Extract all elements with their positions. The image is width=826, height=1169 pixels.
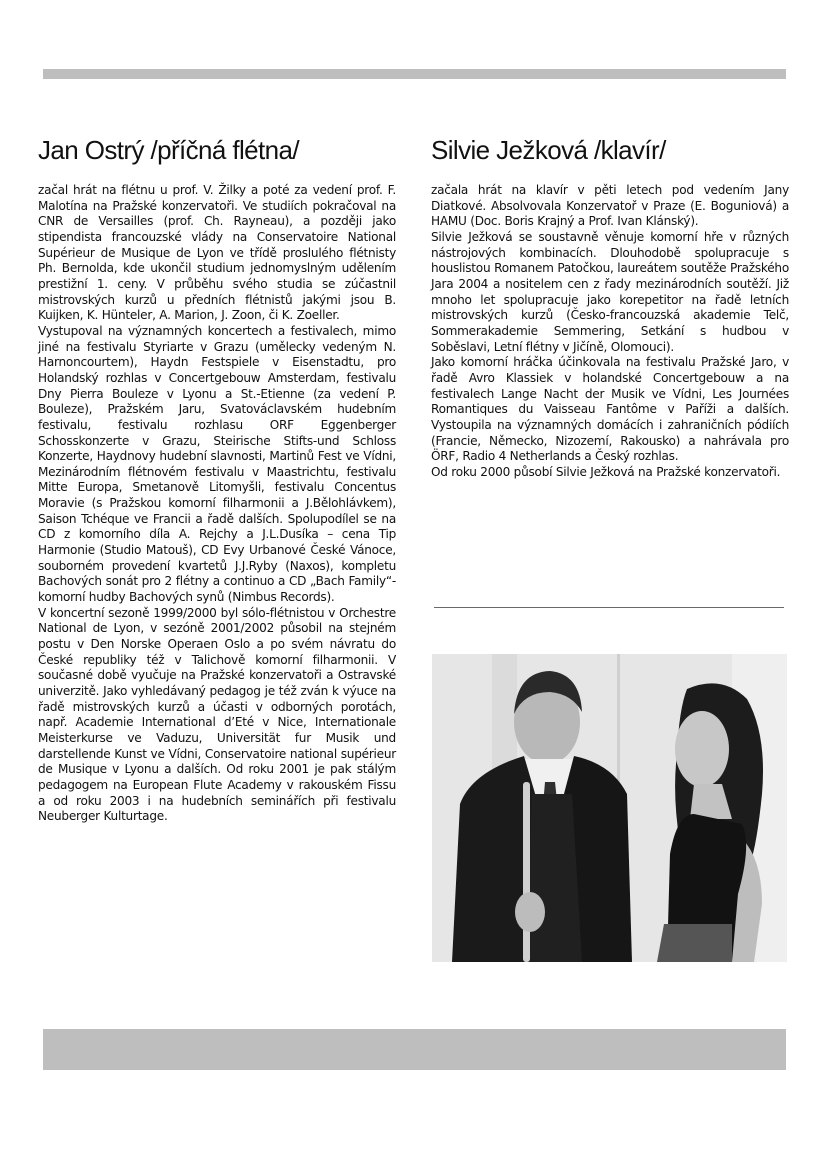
portrait-illustration bbox=[432, 654, 787, 962]
bio-paragraph: Silvie Ježková se soustavně věnuje komorní hře v různých nástrojových kombinacích. Dlouhodobě spolupracuje s houslistou Romanem Patočkou, laureátem soutěže Pražského Jara 2004 a nositelem cen z řady mezinárodních soutěží. Již mnoho let spolupracuje jako korepetitor na řadě letních mistrovských kurzů (Česko-francouzská akademie Telč, Sommerakademie Semmering, Setkání s hudbou v Soběslavi, Letní flétny v Jičíně, Olomouci). bbox=[431, 229, 789, 354]
bio-paragraph: začal hrát na flétnu u prof. V. Žilky a poté za vedení prof. F. Malotína na Pražské konzervatoři. Ve studiích pokračoval na CNR de Versailles (prof. Ch. Rayneau), a později jako stipendista francouzské vlády na Conservatoire National Supérieur de Musique de Lyon ve třídě proslulého flétnisty Ph. Bernolda, kde ukončil studium jednomyslným udělením prestižní 1. ceny. V průběhu svého studia se zúčastnil mistrovských kurzů u předních flétnistů jakými jsou B. Kuijken, K. Hünteler, A. Marion, J. Zoon, či K. Zoeller. bbox=[38, 183, 396, 323]
jan-ostry-bio bbox=[38, 133, 396, 825]
duo-portrait-photo bbox=[432, 654, 787, 962]
bio-paragraph: Jako komorní hráčka účinkovala na festivalu Pražské Jaro, v řadě Avro Klassiek v holandské Concertgebouw a na festivalech Lange Nacht der Musik ve Vídni, Les Journées Romantiques du Vaisseau Fantôme v Paříži a dalších. Vystoupila na významných domácích i zahraničních pódiích (Francie, Německo, Nizozemí, Rakousko) a nahrávala pro ÖRF, Radio 4 Netherlands a Český rozhlas. bbox=[431, 355, 789, 464]
bio-paragraph: V koncertní sezoně 1999/2000 byl sólo-flétnistou v Orchestre National de Lyon, v sezóně 2001/2002 působil na stejném postu v Den Norske Operaen Oslo a po svém návratu do České republiky též v Talichově komorní filharmonii. V současné době vyučuje na Pražské konzervatoři a Ostravské univerzitě. Jako vyhledávaný pedagog je též zván k výuce na řadě mistrovských kurzů a účasti v odborných porotách, např. Academie International d’Eté v Nice, Internationale Meisterkurse ve Vaduzu, Universität fur Musik und darstellende Kunst ve Vídni, Conservatoire national supérieur de Musique v Lyonu a dalších. Od roku 2001 je pak stálým pedagogem na European Flute Academy v rakouském Fissu a od roku 2003 i na hudebních seminářích při festivalu Neuberger Kulturtage. bbox=[38, 605, 396, 824]
bottom-decorative-bar bbox=[43, 1029, 786, 1070]
section-divider bbox=[434, 607, 784, 608]
jan-ostry-heading: Jan Ostrý /příčná flétna/ bbox=[38, 135, 300, 165]
bio-paragraph: začala hrát na klavír v pěti letech pod vedením Jany Diatkové. Absolvovala Konzervatoř v Praze (E. Boguniová) a HAMU (Doc. Boris Krajný a Prof. Ivan Klánský). bbox=[431, 183, 789, 229]
top-decorative-bar bbox=[43, 69, 786, 79]
silvie-jezkova-heading: Silvie Ježková /klavír/ bbox=[431, 135, 666, 165]
silvie-jezkova-bio bbox=[431, 133, 789, 480]
bio-paragraph: Od roku 2000 působí Silvie Ježková na Pražské konzervatoři. bbox=[431, 464, 781, 479]
bio-paragraph: Vystupoval na významných koncertech a festivalech, mimo jiné na festivalu Styriarte v Grazu (umělecky vedeným N. Harnoncourtem), Haydn Festspiele v Eisenstadtu, pro Holandský rozhlas v Concertgebouw Amsterdam, festivalu Dny Pierra Bouleze v Lyonu a St.-Etienne (za vedení P. Bouleze), Pražském Jaru, Svatováclavském hudebním festivalu, festivalu rozhlasu ORF Eggenberger Schosskonzerte v Grazu, Steirische Stifts-und Schloss Konzerte, Haydnovy hudební slavnosti, Martinů Fest ve Vídni, Mezinárodním flétnovém festivalu v Maastrichtu, festivalu Mitte Europa, Smetanově Litomyšli, festivalu Concentus Moravie (s Pražskou komorní filharmonii a J.Bělohlávkem), Saison Tchéque ve Francii a řadě dalších. Spolupodílel se na CD z komorního díla A. Rejchy a J.L.Dusíka – cena Tip Harmonie (Studio Matouš), CD Evy Urbanové České Vánoce, souborném provedení kvartetů J.J.Ryby (Naxos), kompletu Bachových sonát pro 2 flétny a continuo a CD „Bach Family“- komorní hudby Bachových synů (Nimbus Records). bbox=[38, 323, 396, 605]
